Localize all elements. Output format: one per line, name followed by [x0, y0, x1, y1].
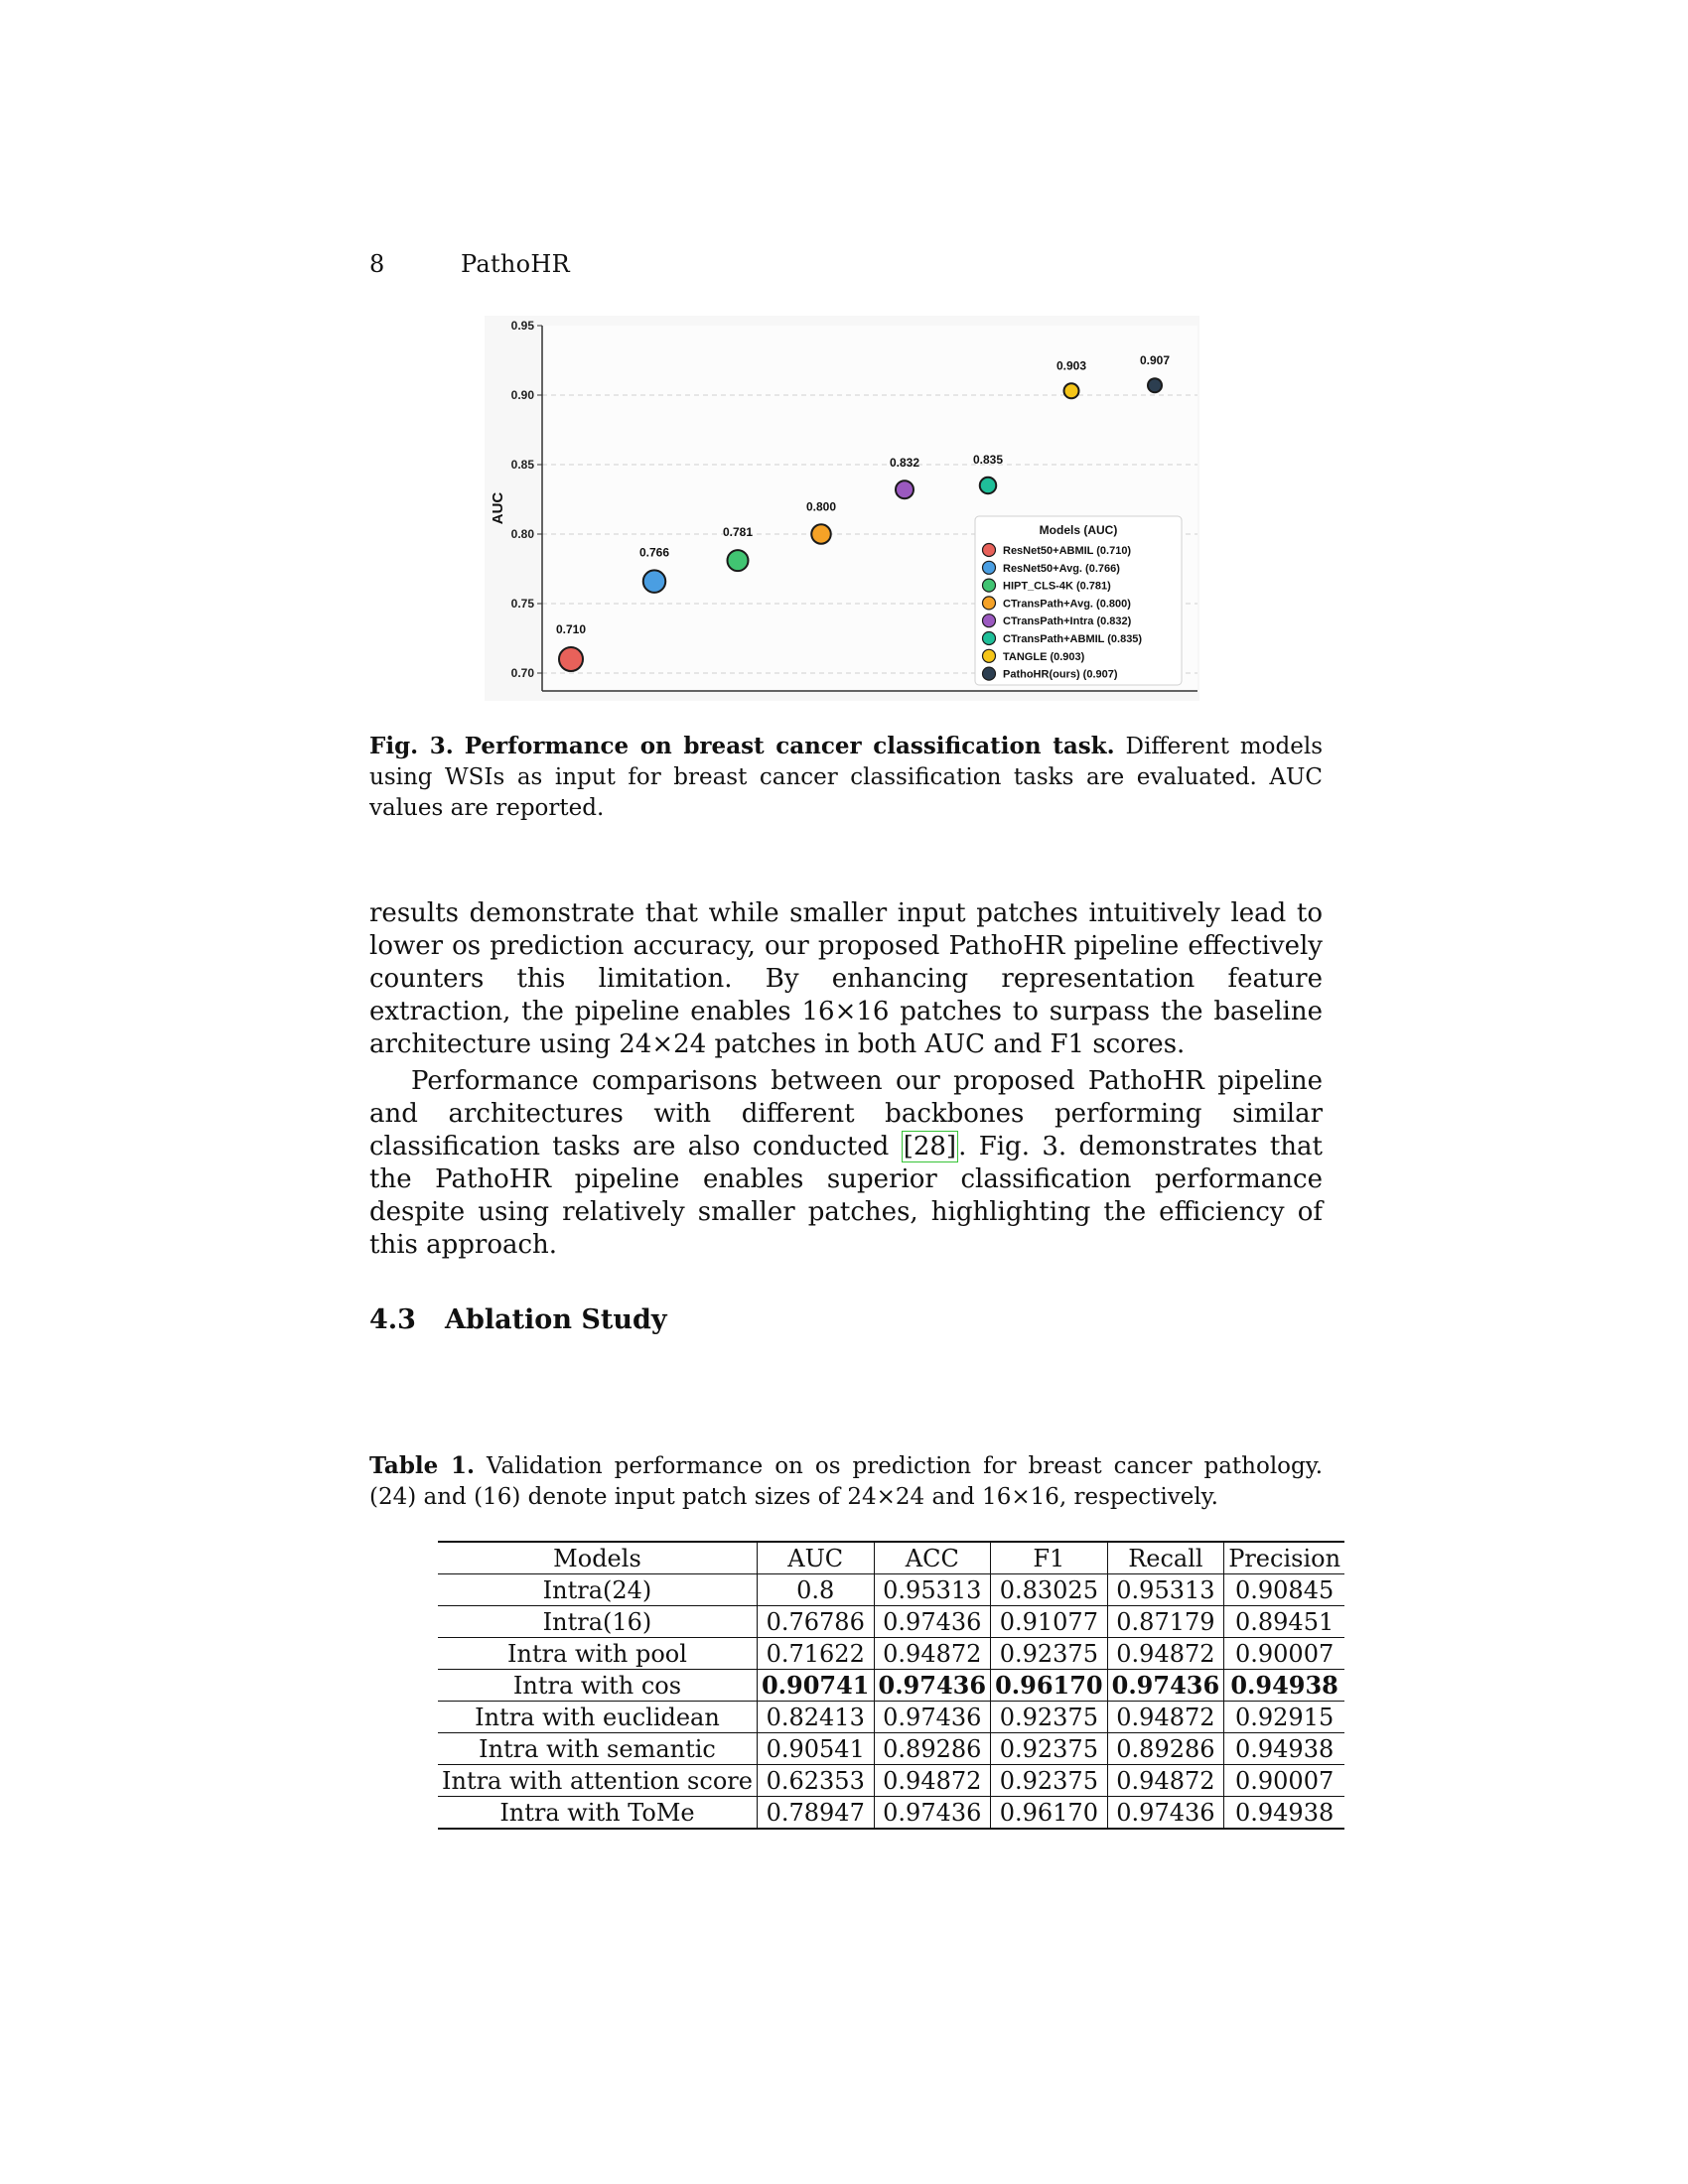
table-cell: 0.91077	[991, 1606, 1108, 1638]
data-label: 0.832	[889, 456, 920, 471]
table-cell: 0.82413	[757, 1702, 874, 1733]
paragraph-comparison	[369, 1065, 1323, 1262]
table-cell: 0.76786	[757, 1606, 874, 1638]
column-header: Recall	[1107, 1542, 1224, 1574]
table-caption-body: Validation performance on os prediction for breast cancer pathology.(24) and (16) denote input patch sizes of 24×24 and 16×16, respectively.	[369, 1453, 1324, 1510]
table-cell: 0.97436	[874, 1670, 991, 1702]
paragraph-text: results demonstrate that while smaller input patches intuitively lead to lower os prediction accuracy, our proposed PathoHR pipeline effectively counters this limitation. By enhancing representation feature extraction, the pipeline enables 16×16 patches to surpass the baseline architecture using 24×24 patches in both AUC and F1 scores.	[369, 898, 1323, 1059]
table-cell: Intra with pool	[438, 1638, 757, 1670]
table-cell: 0.94938	[1224, 1670, 1344, 1702]
results-table	[438, 1541, 1344, 1830]
table-cell: Intra with attention score	[438, 1765, 757, 1797]
table-cell: 0.87179	[1107, 1606, 1224, 1638]
data-point	[559, 647, 583, 671]
table-cell: 0.94872	[874, 1638, 991, 1670]
legend-title: Models (AUC)	[1039, 523, 1118, 537]
legend-marker	[983, 579, 996, 592]
table-cell: 0.97436	[874, 1606, 991, 1638]
table-cell: 0.97436	[874, 1797, 991, 1830]
table-cell: 0.96170	[991, 1670, 1108, 1702]
table-cell: 0.97436	[874, 1702, 991, 1733]
table-cell: 0.90741	[757, 1670, 874, 1702]
table-cell: Intra with semantic	[438, 1733, 757, 1765]
table-cell: 0.94938	[1224, 1733, 1344, 1765]
legend-entry: ResNet50+Avg. (0.766)	[1003, 562, 1120, 575]
data-label: 0.903	[1055, 358, 1087, 373]
y-tick-label: 0.85	[510, 458, 534, 472]
legend-entry: HIPT_CLS-4K (0.781)	[1003, 580, 1111, 593]
citation-link[interactable]: [28]	[903, 1132, 957, 1161]
table-cell: 0.90541	[757, 1733, 874, 1765]
table-cell: 0.90845	[1224, 1574, 1344, 1606]
paragraph-text: Performance comparisons between our proposed PathoHR pipeline and architectures with different backbones performing similar classification tasks are also conducted	[369, 1066, 1323, 1161]
running-title: PathoHR	[461, 250, 571, 278]
chart-legend	[975, 516, 1182, 685]
column-header: Precision	[1224, 1542, 1344, 1574]
table-cell: 0.8	[757, 1574, 874, 1606]
table-cell: 0.71622	[757, 1638, 874, 1670]
legend-marker	[983, 614, 996, 627]
legend-marker	[983, 667, 996, 680]
table-cell: 0.96170	[991, 1797, 1108, 1830]
table-row	[438, 1797, 1344, 1830]
table-cell: 0.89286	[874, 1733, 991, 1765]
data-point	[811, 524, 831, 544]
column-header: ACC	[874, 1542, 991, 1574]
table-cell: 0.95313	[1107, 1574, 1224, 1606]
page-number: 8	[369, 250, 385, 278]
table-cell: 0.97436	[1107, 1797, 1224, 1830]
table-cell: 0.95313	[874, 1574, 991, 1606]
figure-caption-body: Different models using WSIs as input for breast cancer classification tasks are evaluated. AUC values are reported.	[369, 734, 1324, 821]
table-row	[438, 1765, 1344, 1797]
table-caption	[369, 1450, 1323, 1513]
paragraph-results	[369, 897, 1323, 1061]
table-cell: 0.92375	[991, 1638, 1108, 1670]
table-cell: 0.90007	[1224, 1638, 1344, 1670]
table-cell: Intra(24)	[438, 1574, 757, 1606]
table-cell: 0.92915	[1224, 1702, 1344, 1733]
data-point	[643, 570, 666, 593]
column-header: F1	[991, 1542, 1108, 1574]
table-cell: Intra with euclidean	[438, 1702, 757, 1733]
legend-marker	[983, 649, 996, 662]
y-tick-label: 0.75	[510, 597, 534, 611]
table-cell: 0.78947	[757, 1797, 874, 1830]
legend-entry: ResNet50+ABMIL (0.710)	[1003, 545, 1132, 557]
data-point	[896, 480, 914, 498]
data-point	[1064, 383, 1079, 398]
table-row	[438, 1702, 1344, 1733]
section-title: Ablation Study	[445, 1304, 667, 1335]
y-axis-label: AUC	[490, 491, 506, 525]
y-tick-label: 0.80	[510, 527, 534, 541]
column-header: AUC	[757, 1542, 874, 1574]
data-label: 0.766	[638, 545, 670, 560]
auc-scatter-chart	[485, 316, 1199, 701]
table-row	[438, 1638, 1344, 1670]
legend-entry: PathoHR(ours) (0.907)	[1003, 668, 1118, 681]
table-cell: 0.92375	[991, 1765, 1108, 1797]
table-cell: 0.94872	[1107, 1702, 1224, 1733]
legend-marker	[983, 632, 996, 645]
figure-caption-title: Performance on breast cancer classification task.	[464, 733, 1115, 759]
data-label: 0.781	[722, 525, 754, 540]
section-heading	[369, 1304, 667, 1335]
table-cell: 0.94938	[1224, 1797, 1344, 1830]
figure-caption-label: Fig. 3.	[369, 733, 454, 759]
section-number: 4.3	[369, 1304, 416, 1335]
y-tick-label: 0.70	[510, 666, 534, 680]
legend-entry: CTransPath+Intra (0.832)	[1003, 615, 1132, 628]
table-cell: Intra with ToMe	[438, 1797, 757, 1830]
legend-entry: TANGLE (0.903)	[1003, 650, 1085, 663]
data-label: 0.907	[1139, 353, 1171, 368]
table-cell: 0.94872	[1107, 1638, 1224, 1670]
column-header: Models	[438, 1542, 757, 1574]
table-row	[438, 1574, 1344, 1606]
table-cell: 0.94872	[1107, 1765, 1224, 1797]
table-cell: Intra with cos	[438, 1670, 757, 1702]
table-cell: 0.94872	[874, 1765, 991, 1797]
data-label: 0.710	[555, 622, 587, 636]
table-caption-label: Table 1.	[369, 1452, 475, 1479]
table-header-row	[438, 1542, 1344, 1574]
table-row	[438, 1606, 1344, 1638]
legend-marker	[983, 597, 996, 610]
table-cell: 0.62353	[757, 1765, 874, 1797]
y-tick-label: 0.90	[510, 388, 534, 402]
legend-marker	[983, 544, 996, 557]
table-cell: 0.89286	[1107, 1733, 1224, 1765]
table-cell: 0.97436	[1107, 1670, 1224, 1702]
data-label: 0.835	[972, 452, 1004, 467]
data-label: 0.800	[805, 499, 837, 514]
legend-entry: CTransPath+ABMIL (0.835)	[1003, 633, 1143, 645]
table-row-best	[438, 1670, 1344, 1702]
table-cell: 0.83025	[991, 1574, 1108, 1606]
table-cell: Intra(16)	[438, 1606, 757, 1638]
table-cell: 0.89451	[1224, 1606, 1344, 1638]
y-tick-label: 0.95	[510, 319, 534, 333]
table-cell: 0.92375	[991, 1702, 1108, 1733]
data-point	[980, 478, 997, 494]
data-point	[728, 550, 749, 571]
legend-entry: CTransPath+Avg. (0.800)	[1003, 598, 1131, 611]
table-cell: 0.90007	[1224, 1765, 1344, 1797]
legend-marker	[983, 561, 996, 574]
figure-caption	[369, 731, 1323, 824]
paragraph-text: . Fig. 3. demonstrates that the PathoHR pipeline enables superior classification performance despite using relatively smaller patches, highlighting the efficiency of this approach.	[369, 1132, 1323, 1260]
data-point	[1148, 378, 1162, 392]
table-row	[438, 1733, 1344, 1765]
table-cell: 0.92375	[991, 1733, 1108, 1765]
